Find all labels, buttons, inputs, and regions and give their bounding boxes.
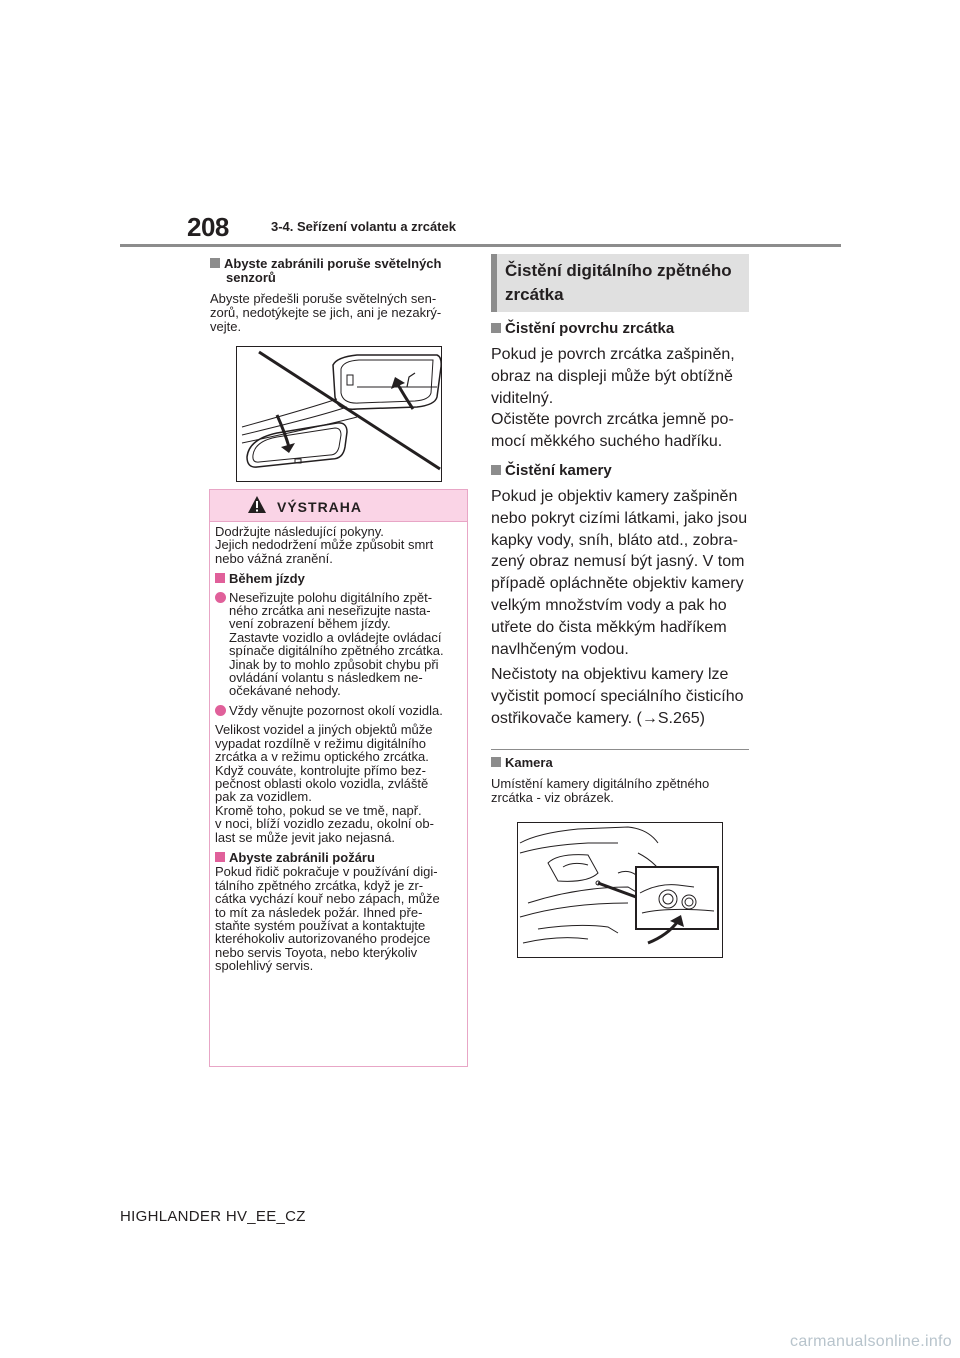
chapter-title: 3-4. Seřízení volantu a zrcátek xyxy=(271,219,456,234)
square-bullet-icon xyxy=(491,465,501,475)
mirror-sensor-illustration xyxy=(236,346,442,482)
driving-bullet-1: Neseřizujte polohu digitálního zpět- ného zrcátka ani neseřizujte nasta- vení zobrazení během jízdy. Zastavte vozidlo a ovládejte ovládací spínače digitálního zpětného zrcátka. Jinak by to mohlo způsobit chybu při ovládání volantu s následkem ne- očekávané nehody. xyxy=(215,591,463,698)
round-bullet-icon xyxy=(215,705,226,716)
watermark: carmanualsonline.info xyxy=(790,1333,952,1350)
camera-heading: Čistění kamery xyxy=(491,462,761,479)
fire-paragraph: Pokud řidič pokračuje v používání digi- tálního zpětného zrcátka, když je zr- cátka vychází kouř nebo zápach, může to mít za následek požár. Ihned pře- staňte systém používat a kontaktujte kteréhokoliv autorizovaného prodejce nebo servis Toyota, nebo kterýkoliv spolehlivý servis. xyxy=(215,864,440,974)
warning-intro: Dodržujte následující pokyny. Jejich nedodržení může způsobit smrt nebo vážná zranění. xyxy=(215,524,434,566)
fire-heading: Abyste zabránili požáru xyxy=(215,851,463,864)
square-bullet-icon xyxy=(491,323,501,333)
divider xyxy=(491,749,749,750)
driving-heading: Během jízdy xyxy=(215,572,463,585)
warning-triangle-icon xyxy=(247,495,267,515)
page-number: 208 xyxy=(187,212,229,242)
vehicle-size-paragraph: Velikost vozidel a jiných objektů může vypadat rozdílně v režimu digitálního zrcátka a v režimu optického zrcátka. Když couváte, kontrolujte přímo bez- pečnost oblasti okolo vozidla, zvláště pak za vozidlem. Kromě toho, pokud se ve tmě, např. v noci, blíží vozidlo zezadu, okolní ob- last se může jevit jako nejasná. xyxy=(215,722,434,845)
washer-text: Nečistoty na objektivu kamery lze vyčistit pomocí speciálního čisticího ostřikovače kamery. (→S.265) xyxy=(491,666,744,727)
header-rule xyxy=(120,244,841,247)
sensor-text: Abyste předešli poruše světelných sen- zorů, nedotýkejte se jich, ani je nezakrý- vejte. xyxy=(210,291,442,334)
round-bullet-icon xyxy=(215,592,226,603)
surface-heading: Čistění povrchu zrcátka xyxy=(491,320,761,337)
driving-bullet-2: Vždy věnujte pozornost okolí vozidla. xyxy=(215,704,463,717)
surface-text: Pokud je povrch zrcátka zašpiněn, obraz na displeji může být obtížně viditelný. Očistěte povrch zrcátka jemně po- mocí měkkého suchého hadříku. xyxy=(491,346,735,451)
warning-title: VÝSTRAHA xyxy=(277,499,363,515)
kamera-text: Umístění kamery digitálního zpětného zrcátka - viz obrázek. xyxy=(491,776,710,805)
section-title: Čistění digitálního zpětného zrcátka xyxy=(491,254,749,312)
warning-header xyxy=(210,490,467,522)
warning-body xyxy=(210,522,467,973)
rear-camera-illustration xyxy=(517,822,723,958)
square-bullet-icon xyxy=(210,258,220,268)
square-bullet-icon xyxy=(215,852,225,862)
square-bullet-icon xyxy=(215,573,225,583)
camera-text: Pokud je objektiv kamery zašpiněn nebo pokryt cizími látkami, jako jsou kapky vody, sníh, bláto atd., zobra- zený obraz nemusí být jasný. V tom případě opláchněte objektiv kamery velkým množstvím vody a pak ho utřete do čista měkkým hadříkem navlhčeným vodou. xyxy=(491,488,748,658)
model-footer: HIGHLANDER HV_EE_CZ xyxy=(120,1208,306,1225)
sensor-heading: Abyste zabránili poruše světelných senzorů xyxy=(210,257,470,285)
kamera-heading: Kamera xyxy=(491,755,761,770)
warning-box xyxy=(209,489,468,1067)
square-bullet-icon xyxy=(491,757,501,767)
